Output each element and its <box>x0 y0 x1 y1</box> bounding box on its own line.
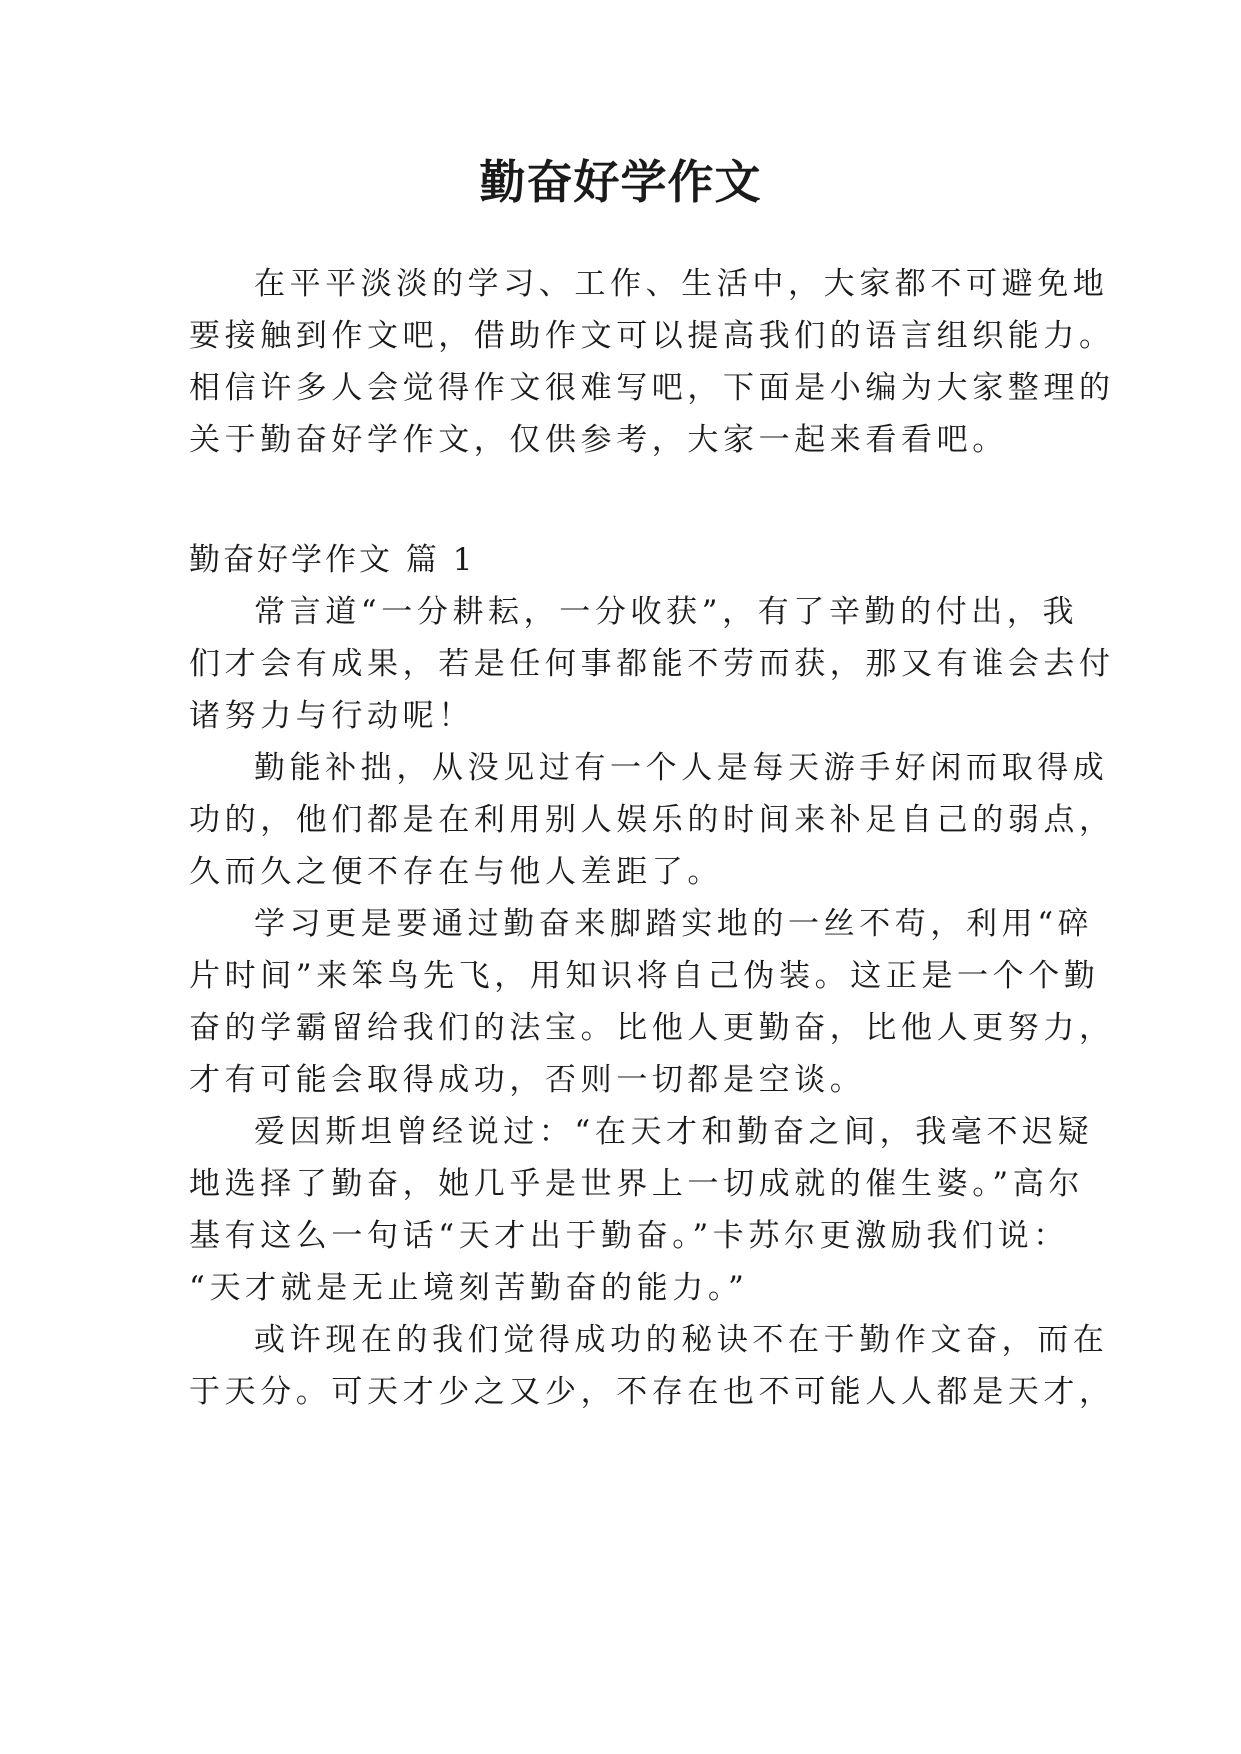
text-line: 地选择了勤奋，她几乎是世界上一切成就的催生婆。”高尔 <box>189 1166 1084 1202</box>
text-line: 功的，他们都是在利用别人娱乐的时间来补足自己的弱点， <box>189 802 1115 838</box>
section-heading: 勤奋好学作文 篇 1 <box>189 542 476 578</box>
text-line: 爱因斯坦曾经说过：“在天才和勤奋之间，我毫不迟疑 <box>254 1114 1094 1150</box>
text-line: 才有可能会取得成功，否则一切都是空谈。 <box>189 1062 866 1098</box>
text-line: “天才就是无止境刻苦勤奋的能力。” <box>189 1270 749 1306</box>
text-line: 于天分。可天才少之又少，不存在也不可能人人都是天才， <box>189 1374 1115 1410</box>
text-line: 要接触到作文吧，借助作文可以提高我们的语言组织能力。 <box>189 318 1115 354</box>
text-line: 学习更是要通过勤奋来脚踏实地的一丝不苟，利用“碎 <box>254 906 1094 942</box>
text-line: 久而久之便不存在与他人差距了。 <box>189 854 723 890</box>
text-line: 相信许多人会觉得作文很难写吧，下面是小编为大家整理的 <box>189 370 1115 406</box>
text-line: 常言道“一分耕耘，一分收获”，有了辛勤的付出，我 <box>254 594 1079 630</box>
text-line: 们才会有成果，若是任何事都能不劳而获，那又有谁会去付 <box>189 646 1115 682</box>
text-line: 奋的学霸留给我们的法宝。比他人更勤奋，比他人更努力， <box>189 1010 1115 1046</box>
text-line: 或许现在的我们觉得成功的秘诀不在于勤作文奋，而在 <box>254 1322 1109 1358</box>
text-line: 勤能补拙，从没见过有一个人是每天游手好闲而取得成 <box>254 750 1109 786</box>
text-line: 片时间”来笨鸟先飞，用知识将自己伪装。这正是一个个勤 <box>189 958 1100 994</box>
text-line: 诸努力与行动呢！ <box>189 698 474 734</box>
text-line: 在平平淡淡的学习、工作、生活中，大家都不可避免地 <box>254 266 1109 302</box>
text-line: 基有这么一句话“天才出于勤奋。”卡苏尔更激励我们说： <box>189 1218 1069 1254</box>
text-line: 关于勤奋好学作文，仅供参考，大家一起来看看吧。 <box>189 422 1008 458</box>
document-title: 勤奋好学作文 <box>479 155 762 209</box>
